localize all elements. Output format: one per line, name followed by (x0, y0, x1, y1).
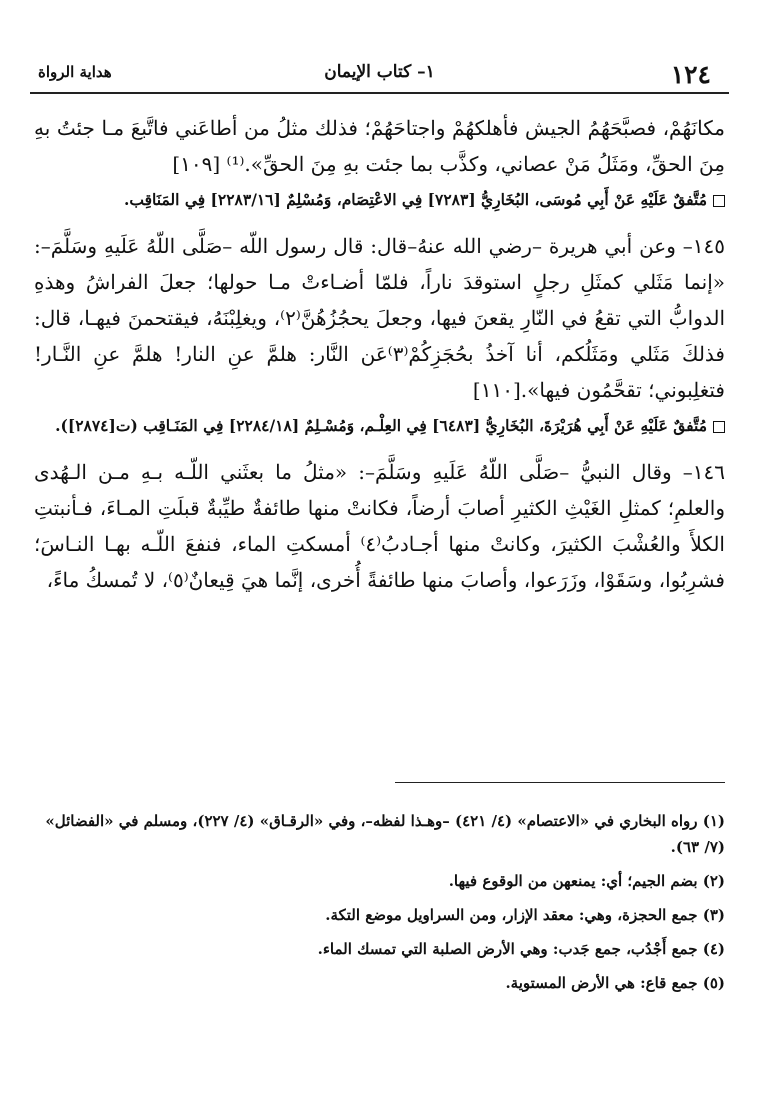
hadith-145: ١٤٥– وعن أبي هريرة –رضي الله عنهُ–قال: قال رسول اللّه –صَلَّى اللّهُ عَلَيهِ وسَلَّمَ–: «إنما مَثَلي كمثَلِ رجلٍ استوقدَ ناراً، فلمّا أضـاءتْ مـا حولها؛ جعلَ الفراشُ وهذهِ الدوابُّ التي تقعُ في النّارِ يقعنَ فيها، وجعلَ يحجُزُهُنَّ⁽٢⁾، ويغلِبْنَهُ، فيقتحمنَ فيهـا، قال: فذلكَ مَثَلي ومَثَلُكم، أنا آخذُ بحُجَزِكُمْ⁽٣⁾عَن النَّار: هلمَّ عنِ النار! هلمَّ عنِ النَّـار! فتغلِبوني؛ تقحَّمُون فيها».[١١٠] (34, 234, 725, 402)
paragraph-continuation: مكانَهُمْ، فصبَّحَهُمُ الجيش فأهلكهُمْ واجتاحَهُمْ؛ فذلك مثلُ من أطاعَني فاتَّبعَ مـا جئتُ بهِ مِنَ الحقِّ، ومَثَلُ مَنْ عصاني، وكذَّب بما جئت بهِ مِنَ الحقِّ».⁽¹⁾ [١٠٩] (34, 116, 725, 176)
page-header (30, 52, 729, 94)
footnote-3: (٣) جمع الحجزة، وهي: معقد الإزار، ومن السراويل موضع التكة. (325, 906, 725, 924)
source-note-110 (34, 412, 725, 440)
footnote-2: (٢) بضم الجيم؛ أي: يمنعهن من الوقوع فيها. (448, 872, 725, 890)
square-marker-icon (713, 421, 725, 433)
hadith-146: ١٤٦– وقال النبيُّ –صَلَّى اللّهُ عَلَيهِ وسَلَّمَ–: «مثلُ ما بعثَني اللّـه بـهِ مـن الـهُدى والعلمِ؛ كمثلِ الغَيْثِ الكثيرِ أصابَ أرضاً، فكانتْ منها طائفةٌ طيِّبةٌ قبلَتِ المـاءَ، فـأنبتتِ الكلأَ والعُشْبَ الكثيرَ، وكانتْ منها أجـادبُ⁽٤⁾ أمسكتِ الماء، فنفعَ اللّـه بهـا النـاسَ؛ فشرِبُوا، وسَقَوْا، وزَرَعوا، وأصابَ منها طائفةً أُخرى، إنَّما هيَ قِيعانٌ⁽٥⁾، لا تُمسكُ ماءً، (34, 460, 725, 592)
book-title: هداية الرواة (38, 63, 112, 81)
footnotes (34, 808, 725, 1004)
source-note-109 (34, 186, 725, 214)
footnote-5: (٥) جمع قاع: هي الأرض المستوية. (505, 974, 725, 992)
page-number: ١٢٤ (670, 60, 711, 89)
footnote-4: (٤) جمع أَجْدُب، جمع جَدب: وهي الأرض الصلبة التي تمسك الماء. (317, 940, 725, 958)
footnote-divider (395, 782, 725, 783)
chapter-title: ١– كتاب الإيمان (324, 62, 435, 82)
footnote-1: (١) رواه البخاري في «الاعتصام» (٤/ ٤٢١) –وهـذا لفظه–، وفي «الرقـاق» (٤/ ٢٢٧)، ومسلم في «الفضائل» (٧/ ٦٣). (45, 812, 725, 856)
source-note-text: مُتَّفقٌ عَلَيْهِ عَنْ أَبِي مُوسَى، البُخَارِيُّ [٧٢٨٣] فِي الاعْتِصَام، وَمُسْلِمٌ [٢٢٨٣/١٦] فِي المَنَاقِب. (124, 190, 707, 209)
source-note-text: مُتَّفقٌ عَلَيْهِ عَنْ أَبِي هُرَيْرَةَ، البُخَارِيُّ [٦٤٨٣] فِي العِلْـم، وَمُسْـلِمٌ [٢٢٨٤/١٨] فِي المَنَـاقِب (ت[٢٨٧٤]). (55, 416, 707, 435)
square-marker-icon (713, 195, 725, 207)
main-text (34, 110, 725, 598)
